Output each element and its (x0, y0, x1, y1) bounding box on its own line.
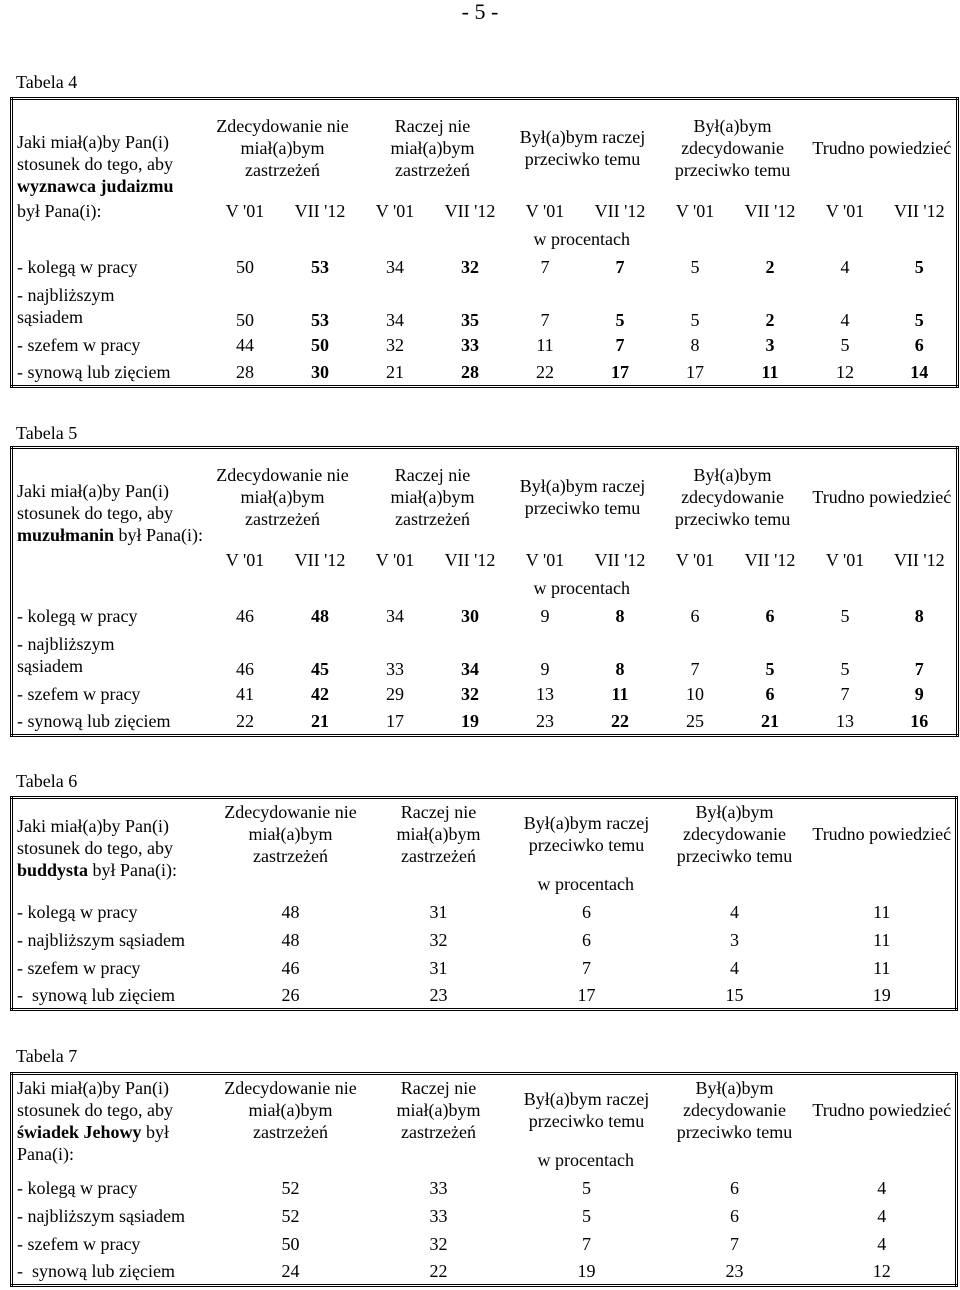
table-row (12, 1230, 957, 1258)
data-cell: 9 (540, 605, 550, 626)
data-cell: 11 (536, 334, 554, 355)
question-suffix: był Pana(i): (12, 197, 208, 225)
unit-label: w procentach (208, 574, 958, 602)
data-cell: 7 (690, 658, 700, 679)
data-cell: 5 (840, 605, 850, 626)
table-row (12, 602, 958, 630)
data-cell: 8 (690, 334, 700, 355)
year-label: V '01 (825, 549, 865, 570)
row-label: - synową lub zięciem (12, 1258, 217, 1286)
data-cell: 46 (236, 658, 254, 679)
data-cell: 11 (809, 954, 957, 982)
header-hard-to-say: Trudno powiedzieć (808, 448, 958, 546)
data-cell: 4 (730, 957, 739, 978)
data-cell: 5 (690, 309, 700, 330)
unit-row (12, 225, 958, 253)
data-cell: 22 (583, 708, 658, 736)
data-cell: 33 (386, 658, 405, 679)
table-row (12, 448, 958, 546)
year-label: V '01 (825, 200, 865, 221)
row-label: - synową lub zięciem (12, 708, 208, 736)
header-decidedly-no: Zdecydowanie nie miał(a)bym zastrzeżeń (217, 1074, 365, 1146)
data-cell: 42 (311, 683, 329, 704)
data-cell: 32 (429, 929, 448, 950)
table-5 (10, 446, 959, 737)
page-number: - 5 - (461, 0, 499, 24)
year-row (12, 197, 958, 225)
year-label: VII '12 (744, 200, 796, 221)
table-row (12, 359, 958, 387)
data-cell: 23 (365, 982, 513, 1010)
data-cell: 50 (311, 334, 329, 355)
data-cell: 34 (386, 256, 405, 277)
table-6 (10, 796, 958, 1011)
header-rather-against: Był(a)bym raczej przeciwko temu (513, 798, 661, 870)
data-cell: 28 (208, 359, 283, 387)
data-cell: 50 (236, 309, 254, 330)
row-label: - najbliższym sąsiadem (12, 926, 217, 954)
row-label: - synową lub zięciem (12, 359, 208, 387)
data-cell: 5 (840, 658, 850, 679)
unit-row (12, 574, 958, 602)
table-4 (10, 97, 959, 388)
year-label: VII '12 (594, 200, 646, 221)
question-cell: Jaki miał(a)by Pan(i) stosunek do tego, aby świadek Jehowy był Pana(i): (12, 1074, 217, 1174)
question-cell: Jaki miał(a)by Pan(i) stosunek do tego, aby wyznawca judaizmu (12, 99, 208, 197)
table-7 (10, 1072, 958, 1287)
data-cell: 48 (311, 605, 329, 626)
data-cell: 17 (358, 708, 433, 736)
data-cell: 5 (582, 1177, 591, 1198)
data-cell: 3 (765, 334, 775, 355)
year-label: VII '12 (744, 549, 796, 570)
data-cell: 52 (281, 1205, 300, 1226)
table-row (12, 253, 958, 281)
row-label: - najbliższym sąsiadem (12, 1202, 217, 1230)
data-cell: 19 (513, 1258, 661, 1286)
data-cell: 50 (281, 1233, 300, 1254)
year-label: V '01 (675, 549, 715, 570)
data-cell: 50 (236, 256, 254, 277)
data-cell: 6 (582, 901, 591, 922)
data-cell: 53 (311, 309, 329, 330)
unit-label: w procentach (217, 870, 957, 898)
data-cell: 8 (615, 658, 625, 679)
table-row (12, 680, 958, 708)
data-cell: 4 (809, 1202, 957, 1230)
header-rather-no: Raczej nie miał(a)bym zastrzeżeń (358, 448, 508, 546)
header-rather-against: Był(a)bym raczej przeciwko temu (508, 448, 658, 546)
data-cell: 5 (615, 309, 625, 330)
data-cell: 16 (883, 708, 958, 736)
table-row (12, 982, 957, 1010)
data-cell: 17 (513, 982, 661, 1010)
data-cell: 23 (508, 708, 583, 736)
data-cell: 8 (615, 605, 625, 626)
data-cell: 34 (386, 605, 405, 626)
data-cell: 9 (883, 680, 958, 708)
data-cell: 53 (311, 256, 329, 277)
data-cell: 7 (840, 683, 850, 704)
row-label: - najbliższym sąsiadem (12, 281, 208, 331)
data-cell: 31 (429, 901, 448, 922)
row-label: - szefem w pracy (12, 954, 217, 982)
data-cell: 11 (733, 359, 808, 387)
data-cell: 22 (365, 1258, 513, 1286)
data-cell: 5 (883, 281, 958, 331)
data-cell: 22 (208, 708, 283, 736)
header-decidedly-against: Był(a)bym zdecydowanie przeciwko temu (661, 798, 809, 870)
data-cell: 31 (429, 957, 448, 978)
year-label: VII '12 (294, 549, 346, 570)
data-cell: 4 (809, 1174, 957, 1202)
row-label: - kolegą w pracy (12, 253, 208, 281)
data-cell: 25 (658, 708, 733, 736)
data-cell: 6 (730, 1177, 739, 1198)
data-cell: 7 (730, 1233, 739, 1254)
year-label: V '01 (525, 549, 565, 570)
year-label: V '01 (375, 549, 415, 570)
table-row (12, 99, 958, 197)
data-cell: 2 (765, 309, 775, 330)
data-cell: 6 (690, 605, 700, 626)
data-cell: 5 (765, 658, 775, 679)
data-cell: 12 (808, 359, 883, 387)
data-cell: 11 (611, 683, 629, 704)
year-label: VII '12 (444, 200, 496, 221)
table-row (12, 281, 958, 331)
table-7-caption: Tabela 7 (16, 1046, 78, 1066)
header-rather-against: Był(a)bym raczej przeciwko temu (513, 1074, 661, 1146)
data-cell: 33 (461, 334, 480, 355)
data-cell: 6 (765, 683, 775, 704)
table-row (12, 1074, 957, 1146)
data-cell: 48 (281, 929, 300, 950)
data-cell: 11 (809, 898, 957, 926)
data-cell: 22 (508, 359, 583, 387)
data-cell: 13 (808, 708, 883, 736)
unit-label: w procentach (217, 1146, 957, 1174)
data-cell: 24 (217, 1258, 365, 1286)
table-row (12, 331, 958, 359)
data-cell: 10 (686, 683, 705, 704)
header-rather-no: Raczej nie miał(a)bym zastrzeżeń (365, 1074, 513, 1146)
table-row (12, 926, 957, 954)
year-label: VII '12 (883, 197, 958, 225)
data-cell: 7 (540, 256, 550, 277)
data-cell: 5 (690, 256, 700, 277)
data-cell: 6 (730, 1205, 739, 1226)
year-label: V '01 (225, 200, 265, 221)
data-cell: 29 (386, 683, 405, 704)
data-cell: 33 (429, 1177, 448, 1198)
data-cell: 7 (582, 957, 591, 978)
table-row (12, 1258, 957, 1286)
data-cell: 33 (429, 1205, 448, 1226)
year-label: V '01 (225, 549, 265, 570)
data-cell: 7 (540, 309, 550, 330)
data-cell: 32 (461, 683, 480, 704)
data-cell: 8 (883, 602, 958, 630)
table-row (12, 630, 958, 680)
data-cell: 5 (840, 334, 850, 355)
year-label: V '01 (675, 200, 715, 221)
data-cell: 7 (615, 256, 625, 277)
table-row (12, 1174, 957, 1202)
data-cell: 34 (386, 309, 405, 330)
header-rather-no: Raczej nie miał(a)bym zastrzeżeń (358, 99, 508, 197)
data-cell: 28 (433, 359, 508, 387)
data-cell: 6 (582, 929, 591, 950)
row-label: - kolegą w pracy (12, 1174, 217, 1202)
header-decidedly-no: Zdecydowanie nie miał(a)bym zastrzeżeń (217, 798, 365, 870)
data-cell: 23 (661, 1258, 809, 1286)
data-cell: 2 (765, 256, 775, 277)
data-cell: 4 (840, 256, 850, 277)
header-hard-to-say: Trudno powiedzieć (808, 99, 958, 197)
data-cell: 32 (429, 1233, 448, 1254)
table-row (12, 1202, 957, 1230)
question-cell: Jaki miał(a)by Pan(i) stosunek do tego, aby buddysta był Pana(i): (12, 798, 217, 898)
data-cell: 15 (661, 982, 809, 1010)
unit-label: w procentach (208, 225, 958, 253)
data-cell: 3 (730, 929, 739, 950)
row-label: - szefem w pracy (12, 331, 208, 359)
header-hard-to-say: Trudno powiedzieć (809, 1074, 957, 1146)
table-5-caption: Tabela 5 (16, 423, 78, 443)
data-cell: 30 (461, 605, 480, 626)
data-cell: 17 (583, 359, 658, 387)
row-label: - synową lub zięciem (12, 982, 217, 1010)
data-cell: 17 (658, 359, 733, 387)
data-cell: 4 (809, 1230, 957, 1258)
year-label: VII '12 (444, 549, 496, 570)
data-cell: 21 (358, 359, 433, 387)
header-rather-against: Był(a)bym raczej przeciwko temu (508, 99, 658, 197)
data-cell: 19 (809, 982, 957, 1010)
data-cell: 32 (386, 334, 405, 355)
data-cell: 19 (433, 708, 508, 736)
table-4-caption: Tabela 4 (16, 72, 78, 92)
data-cell: 13 (536, 683, 555, 704)
data-cell: 7 (615, 334, 625, 355)
row-label: - kolegą w pracy (12, 602, 208, 630)
year-label: V '01 (525, 200, 565, 221)
data-cell: 46 (281, 957, 300, 978)
data-cell: 41 (236, 683, 254, 704)
data-cell: 44 (236, 334, 254, 355)
data-cell: 6 (883, 331, 958, 359)
data-cell: 4 (840, 309, 850, 330)
data-cell: 21 (283, 708, 358, 736)
data-cell: 26 (217, 982, 365, 1010)
data-cell: 9 (540, 658, 550, 679)
table-row (12, 898, 957, 926)
row-label: - szefem w pracy (12, 1230, 217, 1258)
data-cell: 46 (236, 605, 254, 626)
year-label: VII '12 (883, 546, 958, 574)
table-row (12, 708, 958, 736)
data-cell: 32 (461, 256, 480, 277)
data-cell: 30 (283, 359, 358, 387)
data-cell: 5 (582, 1205, 591, 1226)
data-cell: 34 (461, 658, 480, 679)
data-cell: 7 (582, 1233, 591, 1254)
table-6-caption: Tabela 6 (16, 771, 78, 791)
data-cell: 35 (461, 309, 480, 330)
data-cell: 11 (809, 926, 957, 954)
data-cell: 4 (730, 901, 739, 922)
data-cell: 6 (765, 605, 775, 626)
year-row (12, 546, 958, 574)
question-cell: Jaki miał(a)by Pan(i) stosunek do tego, aby muzułmanin był Pana(i): (12, 448, 208, 546)
data-cell: 52 (281, 1177, 300, 1198)
data-cell: 45 (311, 658, 329, 679)
year-label: VII '12 (594, 549, 646, 570)
year-label: VII '12 (294, 200, 346, 221)
header-decidedly-against: Był(a)bym zdecydowanie przeciwko temu (661, 1074, 809, 1146)
data-cell: 12 (809, 1258, 957, 1286)
data-cell: 14 (883, 359, 958, 387)
table-row (12, 954, 957, 982)
header-hard-to-say: Trudno powiedzieć (809, 798, 957, 870)
header-rather-no: Raczej nie miał(a)bym zastrzeżeń (365, 798, 513, 870)
header-decidedly-against: Był(a)bym zdecydowanie przeciwko temu (658, 99, 808, 197)
header-decidedly-no: Zdecydowanie nie miał(a)bym zastrzeżeń (208, 99, 358, 197)
data-cell: 21 (733, 708, 808, 736)
row-label: - najbliższym sąsiadem (12, 630, 208, 680)
row-label: - szefem w pracy (12, 680, 208, 708)
table-row (12, 798, 957, 870)
data-cell: 48 (281, 901, 300, 922)
header-decidedly-against: Był(a)bym zdecydowanie przeciwko temu (658, 448, 808, 546)
data-cell: 7 (883, 630, 958, 680)
row-label: - kolegą w pracy (12, 898, 217, 926)
data-cell: 5 (883, 253, 958, 281)
header-decidedly-no: Zdecydowanie nie miał(a)bym zastrzeżeń (208, 448, 358, 546)
year-label: V '01 (375, 200, 415, 221)
